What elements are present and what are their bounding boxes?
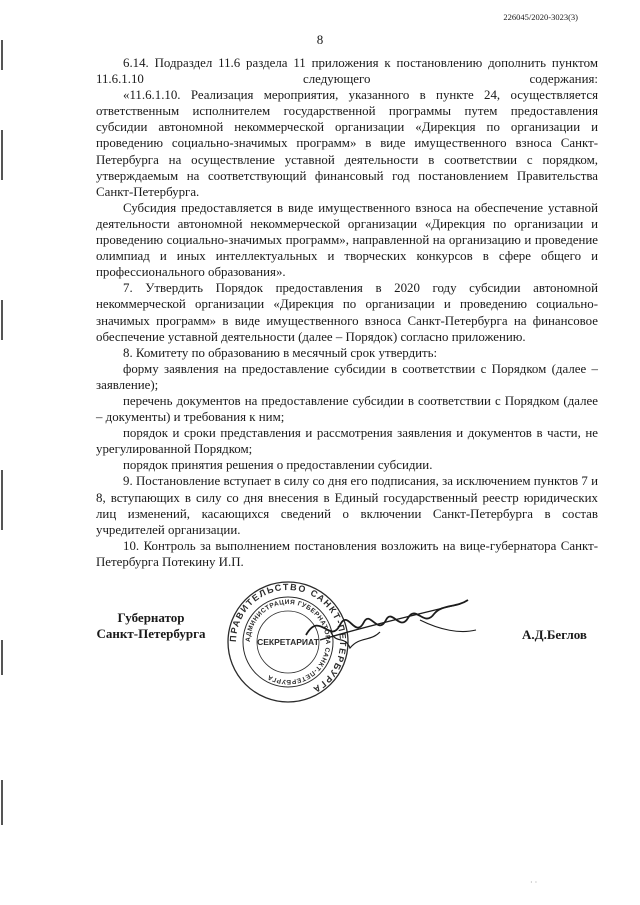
- stamp-outer-text: ПРАВИТЕЛЬСТВО САНКТ-ПЕТЕРБУРГА: [227, 581, 349, 696]
- document-id: 226045/2020-3023(3): [503, 12, 578, 22]
- handwritten-signature: [300, 590, 480, 660]
- signatory-name: А.Д.Беглов: [522, 627, 587, 642]
- paragraph-8-decision: порядок принятия решения о предоставлении субсидии.: [123, 458, 433, 473]
- scan-edge-marks: [0, 0, 6, 905]
- scan-artifact: · ·: [530, 878, 538, 887]
- document-body: [96, 55, 598, 570]
- stamp-inner-text: АДМИНИСТРАЦИЯ ГУБЕРНАТОРА САНКТ-ПЕТЕРБУРГА: [244, 598, 332, 686]
- paragraph-10: 10. Контроль за выполнением постановления возложить на вице-губернатора Санкт-Петербурга Потекину И.П.: [96, 538, 598, 569]
- page-number: 8: [316, 32, 324, 47]
- paragraph-8-documents: перечень документов на предоставление субсидии в соответствии с Порядком (далее – документы) и требования к ним;: [96, 393, 598, 425]
- paragraph-9: 9. Постановление вступает в силу со дня его подписания, за исключением пунктов 7 и 8, вступающих в силу со дня внесения в Единый государственный реестр юридических лиц изменений, касающихся сведений о включении Санкт-Петербурга в состав учредителей организации.: [96, 474, 598, 537]
- paragraph-8-form: форму заявления на предоставление субсидии в соответствии с Порядком (далее – заявление);: [96, 361, 598, 392]
- signatory-position-line1: Губернатор: [117, 610, 185, 625]
- signatory-position-line2: Санкт-Петербурга: [96, 626, 206, 641]
- paragraph-8-procedure: порядок и сроки представления и рассмотрения заявления и документов в части, не урегулированной Порядком;: [96, 426, 598, 457]
- signatory-position: [96, 610, 206, 642]
- paragraph-subsidy: Субсидия предоставляется в виде имущественного взноса на обеспечение уставной деятельности автономной некоммерческой организации «Дирекция по организации и проведению социально-значимых программ», направленной на организацию и проведение олимпиад и иных интеллектуальных и творческих конкурсов в сфере общего и профессионального образования».: [96, 200, 598, 280]
- paragraph-7: 7. Утвердить Порядок предоставления в 2020 году субсидии автономной некоммерческой организации «Дирекция по организации и проведению социально-значимых программ» в виде имущественного взноса Санкт-Петербурга на финансовое обеспечение уставной деятельности (далее – Порядок) согласно приложению.: [96, 281, 598, 344]
- stamp-center-text: СЕКРЕТАРИАТ: [257, 637, 319, 647]
- paragraph-11-6-1-10: «11.6.1.10. Реализация мероприятия, указанного в пункте 24, осуществляется ответственным исполнителем государственной программы путем предоставления субсидии автономной некоммерческой организации «Дирекция по организации и проведению социально-значимых программ» в виде имущественного взноса Санкт-Петербурга на осуществление уставной деятельности в соответствии с порядком, утверждаемым на соответствующий финансовый год постановлением Правительства Санкт-Петербурга.: [96, 88, 598, 199]
- paragraph-6-14: 6.14. Подраздел 11.6 раздела 11 приложения к постановлению дополнить пунктом 11.6.1.10 следующего содержания:: [96, 56, 598, 87]
- paragraph-8: 8. Комитету по образованию в месячный срок утвердить:: [123, 345, 438, 360]
